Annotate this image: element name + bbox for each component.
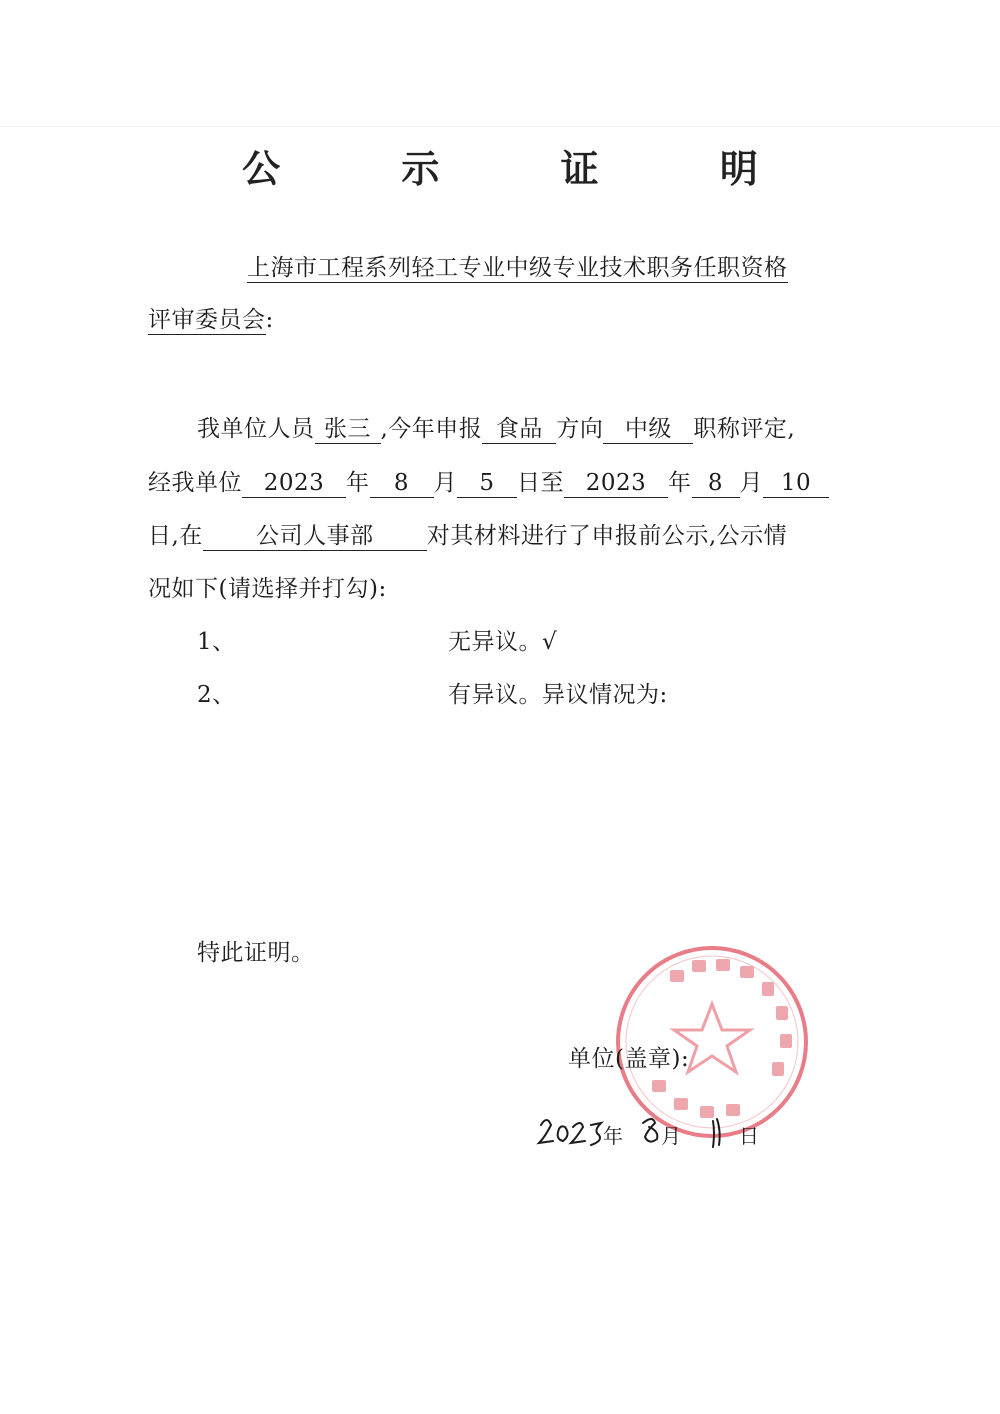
staff-name-field: 张三 <box>315 415 381 444</box>
option-1 <box>448 623 557 656</box>
text-via-unit: 经我单位 <box>148 470 242 496</box>
date-year-label: 年 <box>603 1124 623 1148</box>
option-2-number: 2、 <box>197 682 236 708</box>
option-1-text: 无异议。 <box>448 629 542 655</box>
text-materials-publicized: 对其材料进行了申报前公示,公示情 <box>426 523 788 549</box>
check-mark: √ <box>542 629 558 655</box>
document-title: 公 示 证 明 <box>242 147 812 191</box>
scan-edge-line <box>0 126 1000 127</box>
addressee-line-1 <box>247 254 788 283</box>
text-month-2: 月 <box>739 470 763 496</box>
date-day-label: 日 <box>739 1124 759 1148</box>
end-year-field: 2023 <box>564 469 668 498</box>
start-month-field: 8 <box>370 469 434 498</box>
text-year-2: 年 <box>668 470 692 496</box>
place-field: 公司人事部 <box>203 522 427 551</box>
text-title-review: 职称评定, <box>693 416 796 442</box>
level-field: 中级 <box>603 415 693 444</box>
option-1-number: 1、 <box>197 629 236 655</box>
text-year-1: 年 <box>346 470 370 496</box>
paragraph-line-2 <box>148 464 829 498</box>
text-apply: ,今年申报 <box>380 416 483 442</box>
addressee-line-2 <box>148 306 274 335</box>
text-month-1: 月 <box>433 470 457 496</box>
text-day-at: 日,在 <box>148 523 203 549</box>
date-month-label: 月 <box>661 1124 681 1148</box>
direction-field: 食品 <box>482 415 556 444</box>
end-day-field: 10 <box>763 469 829 498</box>
paragraph-line-1 <box>197 410 795 444</box>
text-direction: 方向 <box>556 416 604 442</box>
start-day-field: 5 <box>457 469 517 498</box>
handwritten-date-signature <box>535 1105 775 1153</box>
paragraph-line-3 <box>148 517 787 551</box>
addressee-committee-suffix: 评审委员会 <box>148 307 266 333</box>
addressee-colon: : <box>265 307 274 333</box>
closing-statement: 特此证明。 <box>197 940 315 966</box>
option-2-text: 有异议。异议情况为: <box>448 682 668 708</box>
start-year-field: 2023 <box>242 469 346 498</box>
end-month-field: 8 <box>692 469 740 498</box>
text-unit-staff: 我单位人员 <box>197 416 315 442</box>
text-day-to: 日至 <box>517 470 564 496</box>
addressee-committee: 上海市工程系列轻工专业中级专业技术职务任职资格 <box>247 255 788 281</box>
unit-seal-label: 单位(盖章): <box>568 1046 690 1072</box>
paragraph-line-4: 况如下(请选择并打勾): <box>148 576 387 602</box>
